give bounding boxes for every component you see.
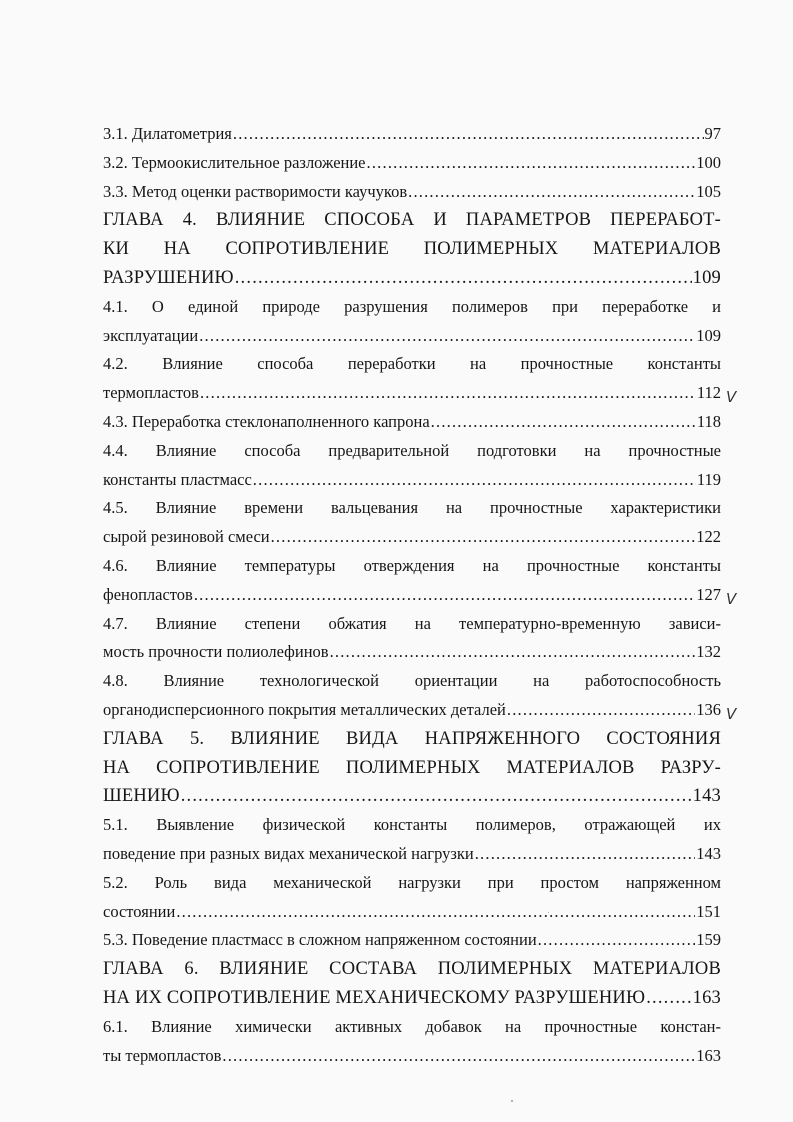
dot-leader — [538, 926, 696, 955]
toc-entry-title: ты термопластов — [103, 1045, 222, 1065]
toc-entry — [103, 149, 721, 178]
page-number: 163 — [696, 1045, 721, 1065]
toc-entry-title: фенопластов — [103, 584, 193, 604]
table-of-contents — [103, 120, 737, 1070]
dot-leader — [194, 581, 695, 610]
toc-entry-title: 3.3. Метод оценки растворимости каучуков — [103, 181, 408, 201]
page-number: 136 — [696, 699, 721, 719]
toc-entry — [103, 494, 721, 552]
page-number: 97 — [704, 124, 721, 143]
page-number: 109 — [692, 267, 721, 288]
toc-entry — [103, 667, 737, 725]
dot-leader — [408, 178, 695, 207]
toc-entry — [103, 178, 721, 207]
page-number: 143 — [696, 843, 721, 863]
page-number: 119 — [696, 469, 721, 489]
dot-leader — [176, 898, 695, 927]
toc-entry-title: константы пластмасс — [103, 469, 252, 489]
page-number: 112 — [696, 383, 721, 403]
toc-entry-title: НА ИХ СОПРОТИВЛЕНИЕ МЕХАНИЧЕСКОМУ РАЗРУШЕНИЮ — [103, 987, 646, 1008]
toc-entry-text-line: 5.2. Роль вида механической нагрузки при простом напряженном — [103, 872, 721, 892]
toc-entry-text-line: 4.4. Влияние способа предварительной подготовки на прочностные — [103, 440, 721, 460]
page-number: 105 — [696, 181, 721, 201]
toc-entry-title: 3.1. Дилатометрия — [103, 124, 232, 143]
page-number: 143 — [692, 786, 721, 807]
toc-chapter-entry — [103, 206, 721, 292]
toc-entry-title: органодисперсионного покрытия металлических деталей — [103, 699, 506, 719]
toc-entry — [103, 811, 721, 869]
toc-entry-title: 3.2. Термоокислительное разложение — [103, 152, 366, 172]
dot-leader — [235, 264, 692, 293]
page-number: 100 — [696, 152, 721, 172]
toc-entry — [103, 408, 721, 437]
dot-leader — [199, 322, 695, 351]
toc-entry-text-line: 5.1. Выявление физической константы полимеров, отражающей их — [103, 815, 721, 835]
toc-entry — [103, 437, 721, 495]
toc-entry-title: 4.3. Переработка стеклонаполненного капрона — [103, 411, 430, 431]
toc-entry-title: состоянии — [103, 901, 176, 921]
dot-leader — [330, 638, 696, 667]
page-number: 132 — [696, 642, 721, 662]
toc-entry-text-line: 4.2. Влияние способа переработки на прочностные константы — [103, 354, 721, 374]
toc-entry-text-line: 4.6. Влияние температуры отверждения на прочностные константы — [103, 555, 721, 575]
scan-speck — [548, 912, 549, 913]
page-number: 118 — [696, 411, 721, 431]
scan-speck — [511, 1100, 513, 1102]
dot-leader — [367, 149, 696, 178]
toc-entry — [103, 926, 721, 955]
toc-entry-text-line: 4.1. О единой природе разрушения полимеров при переработке и — [103, 296, 721, 316]
toc-chapter-entry — [103, 955, 721, 1013]
toc-entry-text-line: 4.7. Влияние степени обжатия на температурно-временную зависи- — [103, 613, 721, 633]
toc-entry-title: поведение при разных видах механической нагрузки — [103, 843, 474, 863]
toc-entry-text-line: ГЛАВА 4. ВЛИЯНИЕ СПОСОБА И ПАРАМЕТРОВ ПЕРЕРАБОТ- — [103, 210, 721, 231]
toc-entry — [103, 610, 721, 668]
toc-entry-title: сырой резиновой смеси — [103, 527, 270, 547]
toc-entry-title: эксплуатации — [103, 325, 199, 345]
page-number: 163 — [692, 987, 721, 1008]
dot-leader — [200, 379, 696, 408]
toc-entry-text-line: 4.8. Влияние технологической ориентации на работоспособность — [103, 671, 721, 691]
toc-entry-text-line: ГЛАВА 5. ВЛИЯНИЕ ВИДА НАПРЯЖЕННОГО СОСТОЯНИЯ — [103, 728, 721, 749]
dot-leader — [253, 466, 696, 495]
page-number: 109 — [696, 325, 721, 345]
dot-leader — [507, 696, 695, 725]
dot-leader — [646, 984, 691, 1013]
toc-entry — [103, 120, 721, 149]
toc-entry — [103, 293, 721, 351]
toc-entry — [103, 1013, 721, 1071]
handwritten-check-mark: V — [726, 388, 737, 407]
toc-entry-title: РАЗРУШЕНИЮ — [103, 267, 234, 288]
handwritten-check-mark: V — [726, 589, 737, 608]
dot-leader — [222, 1042, 695, 1071]
page-number: 151 — [696, 901, 721, 921]
dot-leader — [475, 840, 696, 869]
toc-entry — [103, 869, 721, 927]
toc-entry-title: ШЕНИЮ — [103, 786, 180, 807]
page-number: 159 — [696, 930, 721, 950]
toc-entry — [103, 552, 737, 610]
toc-entry-title: термопластов — [103, 383, 199, 403]
toc-entry-text-line: НА СОПРОТИВЛЕНИЕ ПОЛИМЕРНЫХ МАТЕРИАЛОВ РАЗРУ- — [103, 757, 721, 778]
dot-leader — [181, 782, 692, 811]
dot-leader — [431, 408, 696, 437]
toc-entry-title: 5.3. Поведение пластмасс в сложном напряженном состоянии — [103, 930, 537, 950]
page-number: 122 — [696, 527, 721, 547]
page-number: 127 — [696, 584, 721, 604]
toc-entry-text-line: 6.1. Влияние химически активных добавок на прочностные констан- — [103, 1016, 721, 1036]
toc-entry-text-line: ГЛАВА 6. ВЛИЯНИЕ СОСТАВА ПОЛИМЕРНЫХ МАТЕРИАЛОВ — [103, 959, 721, 980]
handwritten-check-mark: V — [726, 704, 737, 723]
toc-entry-title: мость прочности полиолефинов — [103, 642, 329, 662]
toc-entry-text-line: КИ НА СОПРОТИВЛЕНИЕ ПОЛИМЕРНЫХ МАТЕРИАЛОВ — [103, 239, 721, 260]
dot-leader — [233, 120, 704, 149]
toc-entry-text-line: 4.5. Влияние времени вальцевания на прочностные характеристики — [103, 498, 721, 518]
dot-leader — [271, 523, 696, 552]
toc-chapter-entry — [103, 725, 721, 811]
toc-entry — [103, 350, 737, 408]
